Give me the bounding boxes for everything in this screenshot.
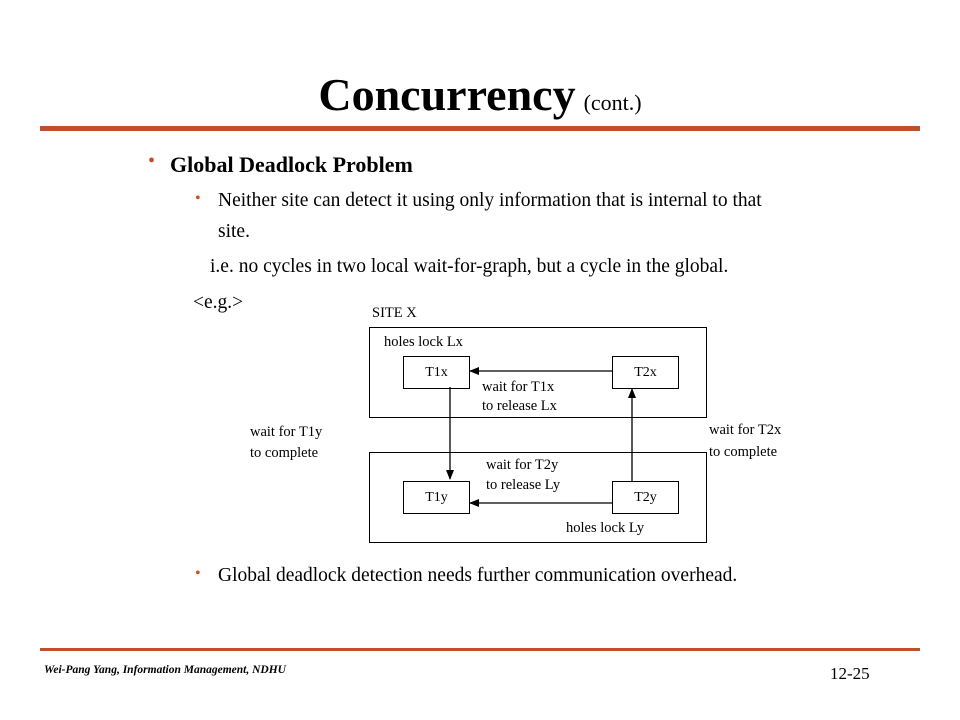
holes-lock-ly-label: holes lock Ly — [566, 520, 645, 536]
note-text: i.e. no cycles in two local wait-for-graph, but a cycle in the global. — [210, 256, 729, 277]
title-suffix: (cont.) — [583, 90, 642, 115]
sub-bullet-text-2: Global deadlock detection needs further communication overhead. — [218, 565, 738, 586]
edge-top-label-line2: to release Lx — [482, 398, 557, 414]
holes-lock-lx-label: holes lock Lx — [384, 334, 463, 350]
bullet-dot-icon: • — [195, 565, 201, 582]
edge-top-label-line1: wait for T1x — [482, 379, 555, 395]
edge-bottom-label-line2: to release Ly — [486, 477, 561, 493]
node-t1y: T1y — [403, 481, 470, 514]
footer-author: Wei-Pang Yang, Information Management, NDHU — [44, 664, 286, 676]
node-t1x: T1x — [403, 356, 470, 389]
page-number: 12-25 — [830, 664, 870, 683]
left-label-line1: wait for T1y — [250, 424, 323, 440]
bullet-dot-icon: • — [148, 150, 156, 172]
title-text: Concurrency — [318, 69, 576, 120]
site-x-label: SITE X — [372, 305, 417, 321]
sub-bullet-text-line2: site. — [218, 221, 250, 242]
right-label-line2: to complete — [709, 444, 778, 460]
footer-divider — [40, 648, 920, 651]
bullet-dot-icon: • — [195, 190, 201, 207]
edge-bottom-label-line1: wait for T2y — [486, 457, 559, 473]
bullet-heading: Global Deadlock Problem — [170, 152, 413, 177]
node-t2y: T2y — [612, 481, 679, 514]
left-label-line2: to complete — [250, 445, 319, 461]
example-label: <e.g.> — [193, 292, 244, 313]
sub-bullet-text-line1: Neither site can detect it using only information that is internal to that — [218, 190, 762, 211]
right-label-line1: wait for T2x — [709, 422, 782, 438]
node-t2x: T2x — [612, 356, 679, 389]
